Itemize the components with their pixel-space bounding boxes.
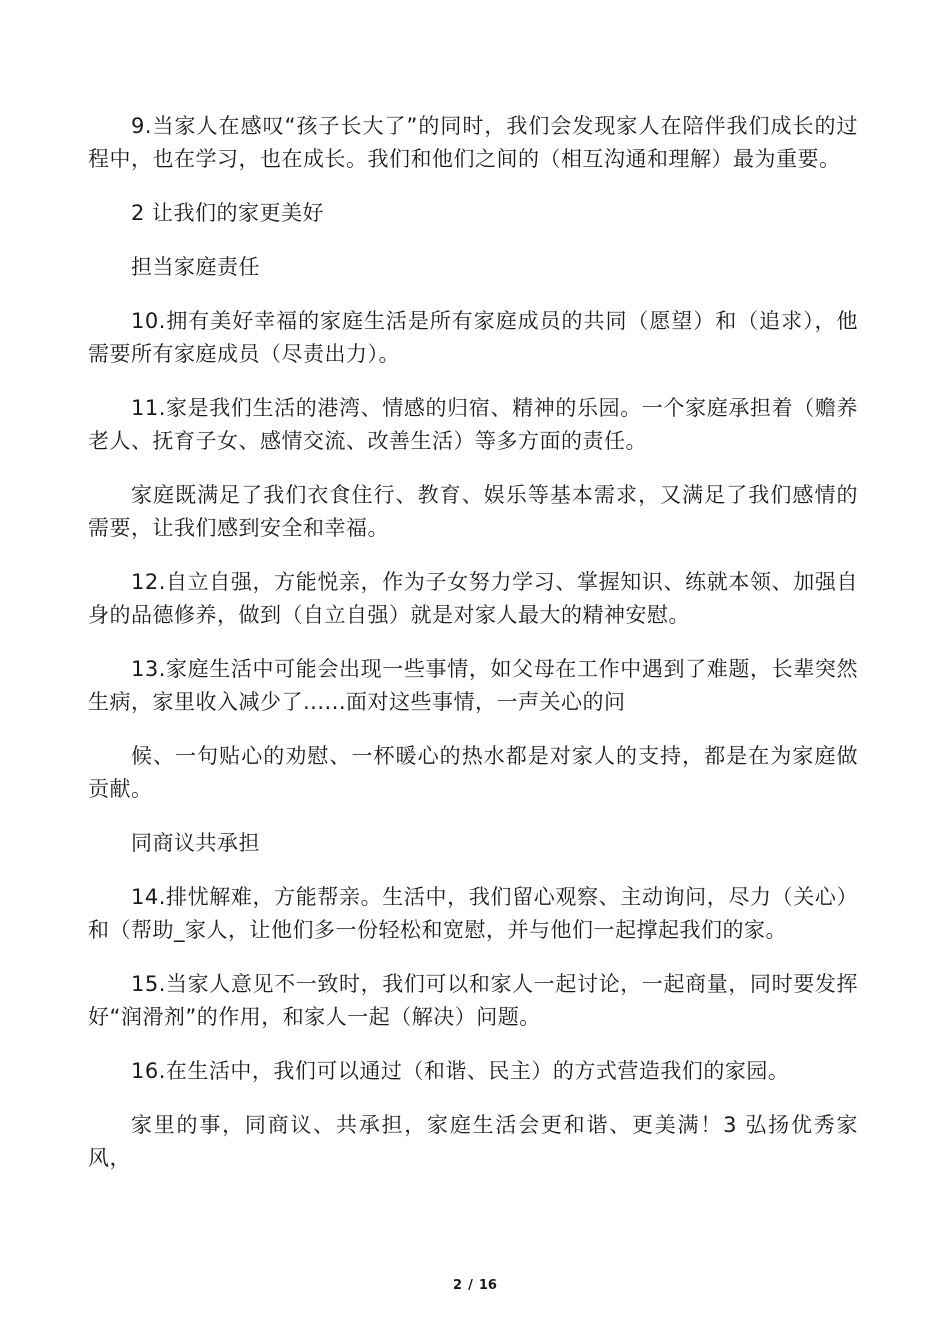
- paragraph-13-continued: 候、一句贴心的劝慰、一杯暖心的热水都是对家人的支持，都是在为家庭做贡献。: [88, 744, 858, 801]
- paragraph-13: 13.家庭生活中可能会出现一些事情，如父母在工作中遇到了难题，长辈突然生病，家里收入减少了......面对这些事情，一声关心的问: [88, 657, 858, 714]
- paragraph-9: 9.当家人在感叹“孩子长大了”的同时，我们会发现家人在陪伴我们成长的过程中，也在学习，也在成长。我们和他们之间的（相互沟通和理解）最为重要。: [88, 114, 858, 171]
- page-separator: /: [468, 1278, 473, 1293]
- paragraph-12: 12.自立自强，方能悦亲，作为子女努力学习、掌握知识、练就本领、加强自身的品德修养，做到（自立自强）就是对家人最大的精神安慰。: [88, 570, 858, 627]
- paragraph-10: 10.拥有美好幸福的家庭生活是所有家庭成员的共同（愿望）和（追求），他需要所有家庭成员（尽责出力）。: [88, 309, 858, 366]
- paragraph-15: 15.当家人意见不一致时，我们可以和家人一起讨论，一起商量，同时要发挥好“润滑剂”的作用，和家人一起（解决）问题。: [88, 972, 858, 1029]
- page-number-footer: [0, 1278, 950, 1293]
- section-heading-2: 2 让我们的家更美好: [131, 201, 325, 225]
- paragraph-14: 14.排忧解难，方能帮亲。生活中，我们留心观察、主动询问，尽力（关心）和（帮助_家人，让他们多一份轻松和宽慰，并与他们一起撑起我们的家。: [88, 885, 858, 942]
- current-page-number: 2: [453, 1278, 463, 1293]
- paragraph-17: 家里的事，同商议、共承担，家庭生活会更和谐、更美满！3 弘扬优秀家风，: [88, 1113, 858, 1170]
- paragraph-11: 11.家是我们生活的港湾、情感的归宿、精神的乐园。一个家庭承担着（赡养老人、抚育子女、感情交流、改善生活）等多方面的责任。: [88, 396, 858, 453]
- subheading-share: 同商议共承担: [131, 831, 260, 855]
- paragraph-16: 16.在生活中，我们可以通过（和谐、民主）的方式营造我们的家园。: [131, 1059, 790, 1083]
- total-pages-number: 16: [478, 1278, 497, 1293]
- page-body: [88, 110, 858, 1196]
- subheading-responsibility: 担当家庭责任: [131, 255, 260, 279]
- paragraph-11-continued: 家庭既满足了我们衣食住行、教育、娱乐等基本需求，又满足了我们感情的需要，让我们感到安全和幸福。: [88, 483, 858, 540]
